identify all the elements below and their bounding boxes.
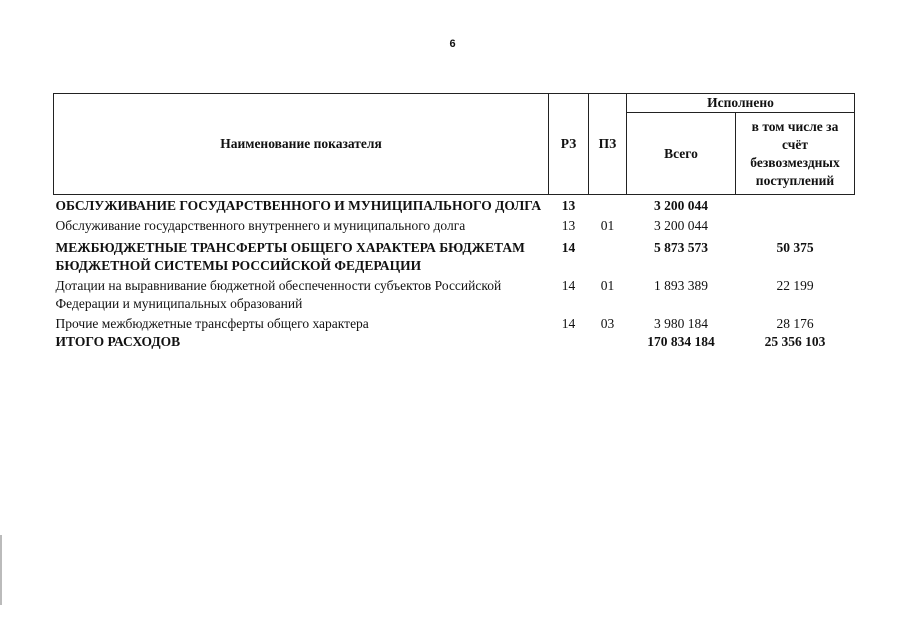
row-total: 170 834 184 <box>647 334 715 349</box>
row-name: Обслуживание государственного внутреннего и муниципального долга <box>55 218 466 233</box>
row-name: МЕЖБЮДЖЕТНЫЕ ТРАНСФЕРТЫ ОБЩЕГО ХАРАКТЕРА БЮДЖЕТАМ БЮДЖЕТНОЙ СИСТЕМЫ РОССИЙСКОЙ ФЕДЕРАЦИИ <box>55 240 525 273</box>
row-rz: 13 <box>561 218 576 233</box>
row-free: 22 199 <box>776 278 814 293</box>
row-total: 3 200 044 <box>654 218 708 233</box>
row-total: 3 980 184 <box>654 316 708 331</box>
budget-execution-table <box>53 93 855 351</box>
header-total: Всего <box>627 113 736 195</box>
table-row <box>54 215 855 235</box>
row-pz: 03 <box>600 316 615 331</box>
row-name: ОБСЛУЖИВАНИЕ ГОСУДАРСТВЕННОГО И МУНИЦИПАЛЬНОГО ДОЛГА <box>55 198 542 213</box>
header-name: Наименование показателя <box>54 94 549 195</box>
row-rz: 14 <box>561 240 576 255</box>
row-free: 25 356 103 <box>764 334 826 349</box>
header-free: в том числе за счёт безвозмездных поступлений <box>736 113 855 195</box>
header-pz: ПЗ <box>589 94 627 195</box>
row-total: 3 200 044 <box>654 198 708 213</box>
table-row <box>54 275 855 313</box>
row-pz <box>589 235 627 275</box>
table-row-total <box>54 333 855 351</box>
row-free <box>736 195 855 216</box>
row-pz: 01 <box>600 278 615 293</box>
row-pz <box>589 333 627 351</box>
table-row <box>54 195 855 216</box>
table-row <box>54 235 855 275</box>
row-total: 5 873 573 <box>654 240 708 255</box>
row-rz: 13 <box>561 198 576 213</box>
page-number: 6 <box>449 38 456 50</box>
row-total: 1 893 389 <box>654 278 708 293</box>
row-name: ИТОГО РАСХОДОВ <box>55 334 181 349</box>
row-name: Прочие межбюджетные трансферты общего характера <box>55 316 369 331</box>
table-row <box>54 313 855 333</box>
scan-edge-mark <box>0 535 2 605</box>
row-pz <box>589 195 627 216</box>
row-rz <box>549 333 589 351</box>
row-rz: 14 <box>561 316 576 331</box>
row-pz: 01 <box>600 218 615 233</box>
row-free: 50 375 <box>776 240 814 255</box>
header-rz: РЗ <box>549 94 589 195</box>
row-free: 28 176 <box>776 316 814 331</box>
row-free <box>736 215 855 235</box>
row-rz: 14 <box>561 278 576 293</box>
header-executed: Исполнено <box>627 94 855 113</box>
row-name: Дотации на выравнивание бюджетной обеспеченности субъектов Российской Федерации и муниципальных образований <box>55 278 502 311</box>
